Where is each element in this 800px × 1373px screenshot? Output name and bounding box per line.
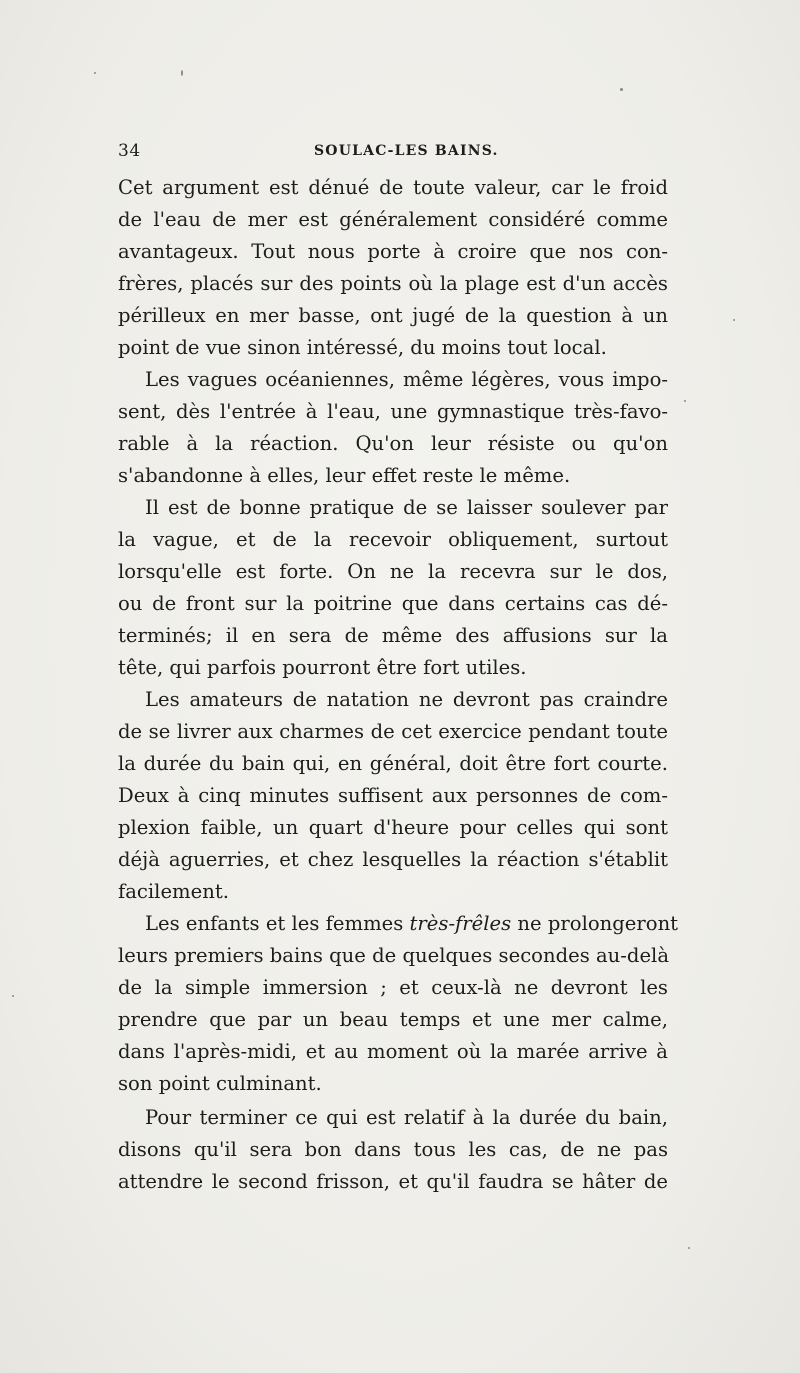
text-line: la vague, et de la recevoir obliquement, surtout: [118, 528, 668, 551]
text-line: sent, dès l'entrée à l'eau, une gymnastique très-favo-: [118, 400, 668, 423]
text-line: périlleux en mer basse, ont jugé de la question à un: [118, 304, 668, 327]
text-line: déjà aguerries, et chez lesquelles la réaction s'établit: [118, 848, 668, 871]
text-line: tête, qui parfois pourront être fort utiles.: [118, 656, 527, 679]
paragraph: [118, 908, 679, 1100]
text-line: attendre le second frisson, et qu'il faudra se hâter de: [118, 1170, 668, 1193]
text-line: avantageux. Tout nous porte à croire que nos con-: [118, 240, 668, 263]
text-line: [118, 908, 679, 940]
paragraph: [118, 492, 668, 684]
text-line: Deux à cinq minutes suffisent aux personnes de com-: [118, 784, 668, 807]
text-line: frères, placés sur des points où la plage est d'un accès: [118, 272, 668, 295]
running-title: SOULAC-LES BAINS.: [314, 143, 499, 159]
text-line: disons qu'il sera bon dans tous les cas, de ne pas: [118, 1138, 668, 1161]
paper-speck: [181, 70, 183, 76]
text-line: de l'eau de mer est généralement considéré comme: [118, 208, 668, 231]
text-line: prendre que par un beau temps et une mer calme,: [118, 1008, 668, 1031]
paper-speck: [620, 88, 623, 91]
text-line: lorsqu'elle est forte. On ne la recevra sur le dos,: [118, 560, 668, 583]
body-text: [118, 172, 679, 1198]
text-line: facilement.: [118, 880, 229, 903]
paper-speck: [733, 319, 735, 321]
text-line: plexion faible, un quart d'heure pour celles qui sont: [118, 816, 668, 839]
paragraph: [118, 172, 668, 364]
page-number: 34: [118, 141, 141, 161]
text-line: dans l'après-midi, et au moment où la marée arrive à: [118, 1040, 668, 1063]
paragraph: [118, 684, 668, 908]
text-line: son point culminant.: [118, 1072, 322, 1095]
italic-phrase: très-frêles: [409, 912, 512, 935]
text-fragment: ne prolongeront: [511, 912, 679, 935]
paper-speck: [12, 995, 14, 997]
text-line: Il est de bonne pratique de se laisser soulever par: [145, 496, 668, 519]
text-line: terminés; il en sera de même des affusions sur la: [118, 624, 668, 647]
text-line: de se livrer aux charmes de cet exercice pendant toute: [118, 720, 668, 743]
text-line: Pour terminer ce qui est relatif à la durée du bain,: [145, 1106, 668, 1129]
page-header: [118, 141, 668, 163]
text-line: Les vagues océaniennes, même légères, vous impo-: [145, 368, 668, 391]
text-line: Cet argument est dénué de toute valeur, car le froid: [118, 176, 668, 199]
paper-speck: [684, 400, 686, 402]
text-line: s'abandonne à elles, leur effet reste le même.: [118, 464, 571, 487]
text-line: rable à la réaction. Qu'on leur résiste ou qu'on: [118, 432, 668, 455]
paragraph: [118, 1102, 668, 1198]
paragraph: [118, 364, 668, 492]
text-fragment: Les enfants et les femmes: [145, 912, 410, 935]
text-line: point de vue sinon intéressé, du moins tout local.: [118, 336, 607, 359]
paper-speck: [94, 72, 96, 74]
text-line: ou de front sur la poitrine que dans certains cas dé-: [118, 592, 668, 615]
text-line: de la simple immersion ; et ceux-là ne devront les: [118, 976, 668, 999]
text-line: leurs premiers bains que de quelques secondes au-delà: [118, 944, 670, 967]
text-line: la durée du bain qui, en général, doit être fort courte.: [118, 752, 668, 775]
text-line: Les amateurs de natation ne devront pas craindre: [145, 688, 668, 711]
paper-speck: [688, 1247, 690, 1249]
